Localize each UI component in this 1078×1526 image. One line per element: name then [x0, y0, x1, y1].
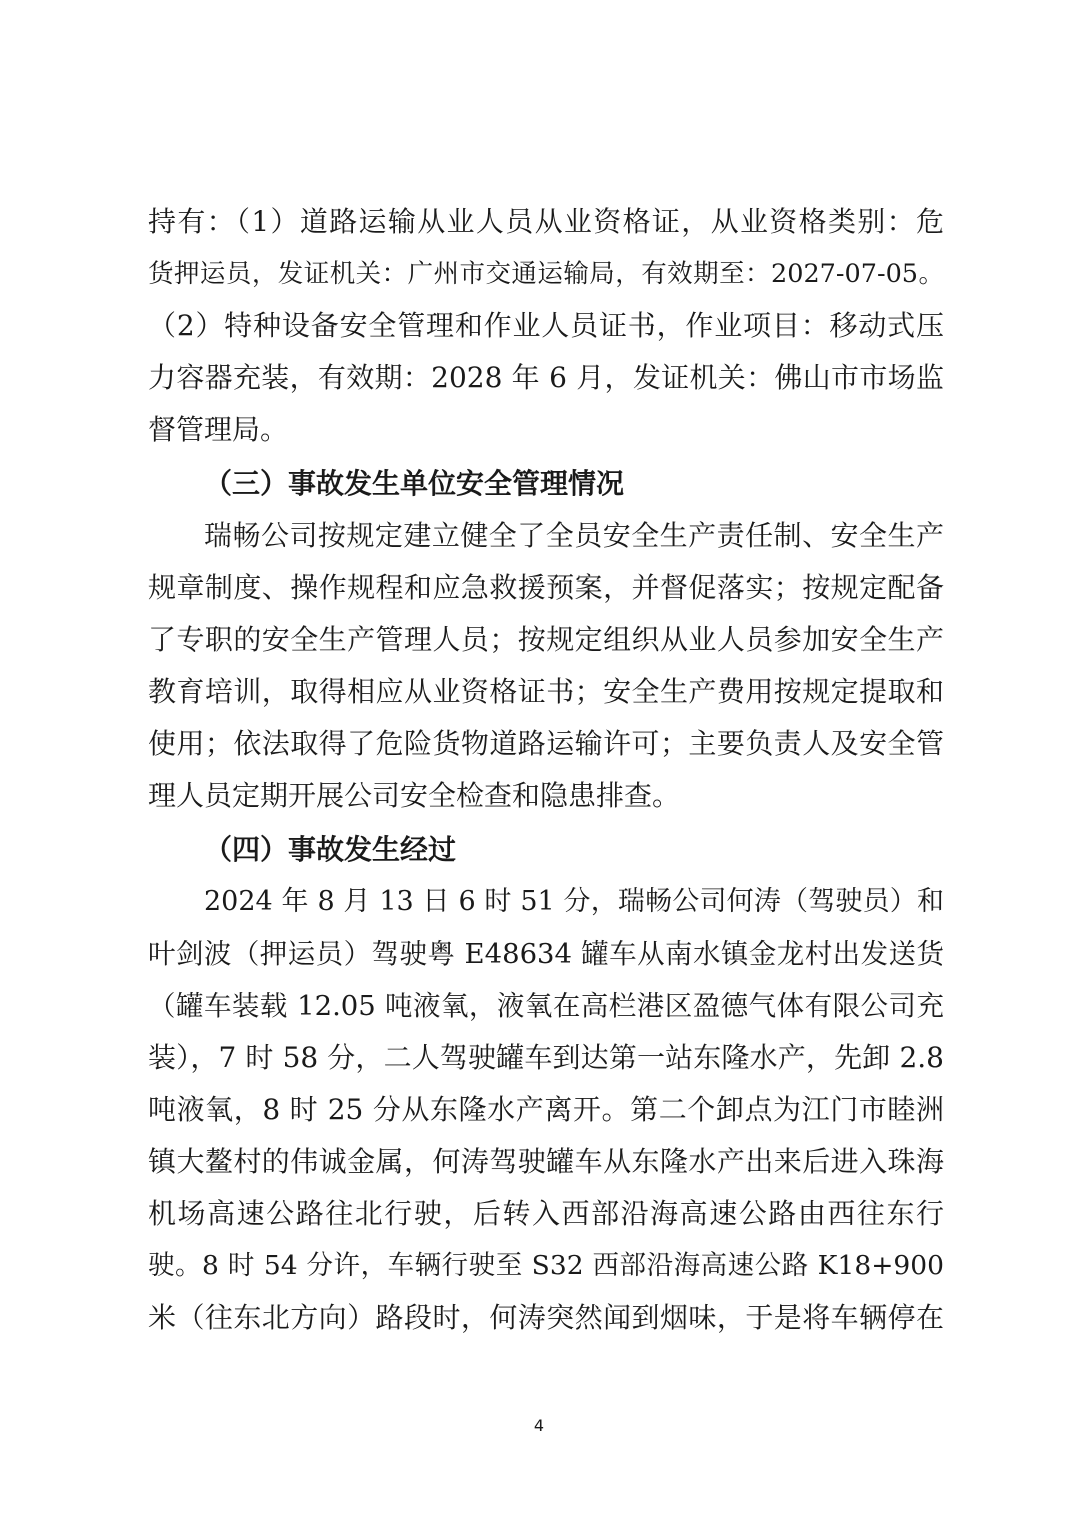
text-line: 教育培训，取得相应从业资格证书；安全生产费用按规定提取和	[148, 675, 944, 708]
text-line: 规章制度、操作规程和应急救援预案，并督促落实；按规定配备	[148, 571, 944, 604]
text-line: 持有：（1）道路运输从业人员从业资格证，从业资格类别：危	[148, 205, 944, 238]
text-line: （2）特种设备安全管理和作业人员证书，作业项目：移动式压	[148, 309, 944, 342]
text-line: 督管理局。	[148, 413, 289, 446]
text-line: （罐车装载 12.05 吨液氧，液氧在高栏港区盈德气体有限公司充	[148, 990, 944, 1022]
text-line: 货押运员，发证机关：广州市交通运输局，有效期至：2027-07-05。	[148, 259, 944, 289]
text-line: 叶剑波（押运员）驾驶粤 E48634 罐车从南水镇金龙村出发送货	[148, 938, 944, 970]
text-line: 驶。8 时 54 分许，车辆行驶至 S32 西部沿海高速公路 K18+900	[148, 1250, 944, 1281]
paragraph-first-line: 2024 年 8 月 13 日 6 时 51 分，瑞畅公司何涛（驾驶员）和	[204, 886, 944, 917]
section-heading: （四）事故发生经过	[204, 833, 457, 866]
text-line: 了专职的安全生产管理人员；按规定组织从业人员参加安全生产	[148, 623, 944, 656]
text-line: 吨液氧，8 时 25 分从东隆水产离开。第二个卸点为江门市睦洲	[148, 1093, 944, 1126]
text-line: 理人员定期开展公司安全检查和隐患排查。	[148, 779, 681, 812]
paragraph-first-line: 瑞畅公司按规定建立健全了全员安全生产责任制、安全生产	[204, 519, 944, 552]
text-line: 镇大鳌村的伟诚金属，何涛驾驶罐车从东隆水产出来后进入珠海	[148, 1145, 944, 1178]
text-line: 机场高速公路往北行驶，后转入西部沿海高速公路由西往东行	[148, 1197, 944, 1230]
text-line: 使用；依法取得了危险货物道路运输许可；主要负责人及安全管	[148, 727, 944, 760]
text-line: 力容器充装，有效期：2028 年 6 月，发证机关：佛山市市场监	[148, 361, 944, 394]
text-line: 米（往东北方向）路段时，何涛突然闻到烟味，于是将车辆停在	[148, 1301, 944, 1334]
text-line: 装），7 时 58 分，二人驾驶罐车到达第一站东隆水产，先卸 2.8	[148, 1041, 944, 1074]
section-heading: （三）事故发生单位安全管理情况	[204, 467, 625, 500]
page-number: 4	[533, 1416, 545, 1435]
